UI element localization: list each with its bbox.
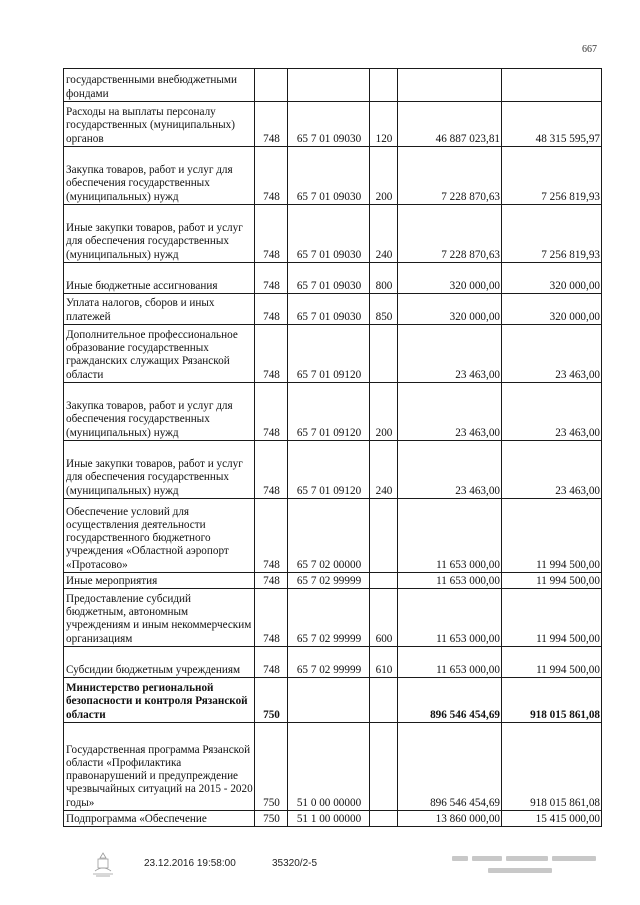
page-number: 667	[582, 44, 597, 55]
footer-document-code: 35320/2-5	[272, 858, 318, 869]
cell-target-article	[288, 678, 370, 723]
cell-department-code: 748	[255, 589, 288, 647]
cell-expense-type	[370, 573, 398, 589]
cell-name: Иные закупки товаров, работ и услуг для обеспечения государственных (муниципальных) нужд	[64, 441, 255, 499]
cell-expense-type	[370, 811, 398, 827]
cell-amount-year-2: 918 015 861,08	[502, 723, 602, 811]
cell-department-code: 748	[255, 147, 288, 205]
cell-amount-year-2: 7 256 819,93	[502, 147, 602, 205]
cell-expense-type: 200	[370, 147, 398, 205]
cell-amount-year-2: 48 315 595,97	[502, 102, 602, 147]
table-row	[64, 441, 602, 499]
cell-department-code: 750	[255, 811, 288, 827]
cell-department-code: 748	[255, 573, 288, 589]
cell-name: Иные мероприятия	[64, 573, 255, 589]
table-row	[64, 325, 602, 383]
cell-amount-year-1: 11 653 000,00	[398, 647, 502, 678]
cell-amount-year-2: 11 994 500,00	[502, 499, 602, 573]
budget-table-body	[64, 69, 602, 827]
table-row	[64, 102, 602, 147]
cell-name: Дополнительное профессиональное образование государственных гражданских служащих Рязанской области	[64, 325, 255, 383]
cell-target-article: 65 7 02 99999	[288, 589, 370, 647]
cell-expense-type	[370, 499, 398, 573]
cell-amount-year-1: 23 463,00	[398, 441, 502, 499]
table-row	[64, 205, 602, 263]
cell-amount-year-2: 320 000,00	[502, 263, 602, 294]
cell-amount-year-1: 23 463,00	[398, 325, 502, 383]
cell-target-article: 65 7 01 09030	[288, 294, 370, 325]
cell-department-code	[255, 69, 288, 102]
cell-amount-year-1: 896 546 454,69	[398, 678, 502, 723]
cell-department-code: 750	[255, 723, 288, 811]
cell-expense-type	[370, 69, 398, 102]
cell-amount-year-1: 7 228 870,63	[398, 147, 502, 205]
cell-expense-type: 600	[370, 589, 398, 647]
cell-amount-year-2: 11 994 500,00	[502, 647, 602, 678]
cell-amount-year-2: 7 256 819,93	[502, 205, 602, 263]
cell-department-code: 748	[255, 263, 288, 294]
cell-department-code: 748	[255, 441, 288, 499]
table-row	[64, 69, 602, 102]
cell-amount-year-2: 23 463,00	[502, 383, 602, 441]
cell-target-article: 65 7 02 99999	[288, 647, 370, 678]
cell-target-article: 65 7 01 09030	[288, 205, 370, 263]
cell-amount-year-2: 320 000,00	[502, 294, 602, 325]
table-row	[64, 678, 602, 723]
cell-expense-type: 120	[370, 102, 398, 147]
cell-department-code: 748	[255, 383, 288, 441]
cell-target-article: 65 7 01 09030	[288, 102, 370, 147]
cell-target-article: 65 7 01 09030	[288, 147, 370, 205]
cell-department-code: 750	[255, 678, 288, 723]
cell-amount-year-2: 11 994 500,00	[502, 573, 602, 589]
cell-amount-year-1: 7 228 870,63	[398, 205, 502, 263]
cell-name: Подпрограмма «Обеспечение	[64, 811, 255, 827]
cell-amount-year-2: 918 015 861,08	[502, 678, 602, 723]
cell-name: Закупка товаров, работ и услуг для обеспечения государственных (муниципальных) нужд	[64, 147, 255, 205]
footer-timestamp: 23.12.2016 19:58:00	[144, 858, 236, 869]
table-row	[64, 573, 602, 589]
cell-target-article: 51 0 00 00000	[288, 723, 370, 811]
cell-expense-type	[370, 678, 398, 723]
cell-name: Расходы на выплаты персоналу государственных (муниципальных) органов	[64, 102, 255, 147]
cell-amount-year-2: 11 994 500,00	[502, 589, 602, 647]
cell-amount-year-2: 23 463,00	[502, 325, 602, 383]
cell-target-article: 65 7 02 99999	[288, 573, 370, 589]
cell-amount-year-1: 13 860 000,00	[398, 811, 502, 827]
table-row	[64, 383, 602, 441]
cell-amount-year-1: 11 653 000,00	[398, 589, 502, 647]
cell-amount-year-2: 23 463,00	[502, 441, 602, 499]
cell-amount-year-2: 15 415 000,00	[502, 811, 602, 827]
cell-department-code: 748	[255, 647, 288, 678]
cell-name: Обеспечение условий для осуществления деятельности государственного бюджетного учреждения «Областной аэропорт «Протасово»	[64, 499, 255, 573]
cell-department-code: 748	[255, 102, 288, 147]
cell-name: Закупка товаров, работ и услуг для обеспечения государственных (муниципальных) нужд	[64, 383, 255, 441]
table-row	[64, 811, 602, 827]
cell-target-article: 65 7 01 09120	[288, 383, 370, 441]
cell-name: Иные закупки товаров, работ и услуг для обеспечения государственных (муниципальных) нужд	[64, 205, 255, 263]
cell-target-article: 65 7 01 09120	[288, 325, 370, 383]
cell-amount-year-2	[502, 69, 602, 102]
cell-name: Министерство региональной безопасности и контроля Рязанской области	[64, 678, 255, 723]
budget-table	[63, 68, 602, 827]
cell-expense-type	[370, 325, 398, 383]
cell-amount-year-1: 320 000,00	[398, 294, 502, 325]
cell-name: Иные бюджетные ассигнования	[64, 263, 255, 294]
cell-department-code: 748	[255, 499, 288, 573]
table-row	[64, 723, 602, 811]
table-row	[64, 294, 602, 325]
cell-amount-year-1: 11 653 000,00	[398, 573, 502, 589]
cell-department-code: 748	[255, 325, 288, 383]
table-row	[64, 499, 602, 573]
cell-name: Субсидии бюджетным учреждениям	[64, 647, 255, 678]
cell-amount-year-1: 46 887 023,81	[398, 102, 502, 147]
cell-amount-year-1: 320 000,00	[398, 263, 502, 294]
cell-name: Предоставление субсидий бюджетным, автономным учреждениям и иным некоммерческим организациям	[64, 589, 255, 647]
cell-amount-year-1	[398, 69, 502, 102]
cell-expense-type: 200	[370, 383, 398, 441]
cell-amount-year-1: 23 463,00	[398, 383, 502, 441]
table-row	[64, 647, 602, 678]
cell-name: государственными внебюджетными фондами	[64, 69, 255, 102]
cell-expense-type: 240	[370, 441, 398, 499]
cell-target-article: 65 7 01 09120	[288, 441, 370, 499]
table-row	[64, 589, 602, 647]
faded-stamp-icon	[450, 852, 600, 880]
cell-target-article	[288, 69, 370, 102]
cell-target-article: 65 7 02 00000	[288, 499, 370, 573]
cell-amount-year-1: 11 653 000,00	[398, 499, 502, 573]
cell-expense-type	[370, 723, 398, 811]
cell-amount-year-1: 896 546 454,69	[398, 723, 502, 811]
cell-target-article: 51 1 00 00000	[288, 811, 370, 827]
coat-of-arms-icon	[90, 851, 116, 877]
cell-department-code: 748	[255, 205, 288, 263]
table-row	[64, 263, 602, 294]
cell-department-code: 748	[255, 294, 288, 325]
cell-expense-type: 850	[370, 294, 398, 325]
cell-name: Уплата налогов, сборов и иных платежей	[64, 294, 255, 325]
table-row	[64, 147, 602, 205]
cell-target-article: 65 7 01 09030	[288, 263, 370, 294]
cell-name: Государственная программа Рязанской области «Профилактика правонарушений и предупреждение чрезвычайных ситуаций на 2015 - 2020 годы»	[64, 723, 255, 811]
cell-expense-type: 240	[370, 205, 398, 263]
cell-expense-type: 800	[370, 263, 398, 294]
cell-expense-type: 610	[370, 647, 398, 678]
